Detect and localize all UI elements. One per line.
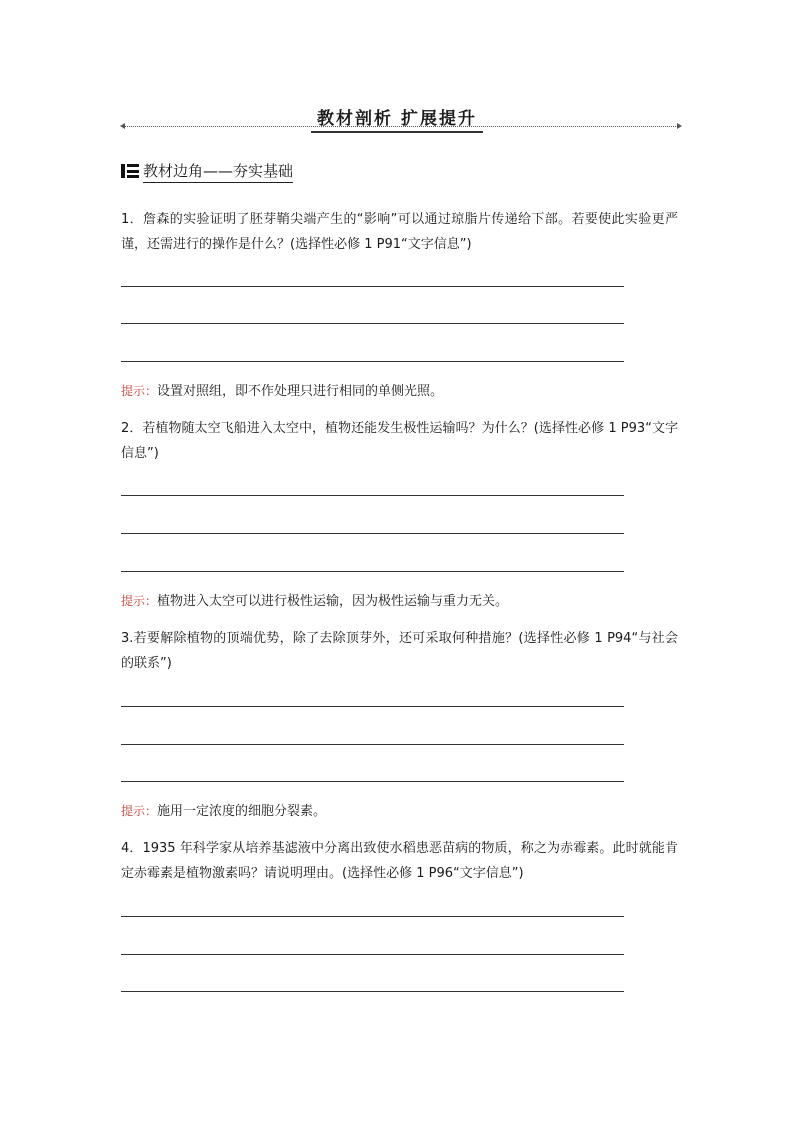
section-title: 教材边角——夯实基础 bbox=[143, 160, 293, 183]
question-2: 2．若植物随太空飞船进入太空中，植物还能发生极性运输吗？为什么？(选择性必修 1 P93“文字信息”) bbox=[121, 421, 678, 461]
answer-line[interactable] bbox=[121, 916, 624, 917]
answer-line[interactable] bbox=[121, 495, 624, 496]
answer-line[interactable] bbox=[121, 991, 624, 992]
answer-line[interactable] bbox=[121, 533, 624, 534]
answer-line[interactable] bbox=[121, 323, 624, 324]
answer-line[interactable] bbox=[121, 954, 624, 955]
answer-line[interactable] bbox=[121, 781, 624, 782]
hint-label: 提示： bbox=[121, 804, 158, 818]
answer-line[interactable] bbox=[121, 571, 624, 572]
rule-left-arrow-icon bbox=[120, 123, 125, 129]
hint-3 bbox=[121, 801, 678, 822]
hint-1 bbox=[121, 381, 678, 402]
answer-line[interactable] bbox=[121, 361, 624, 362]
hint-text: 植物进入太空可以进行极性运输，因为极性运输与重力无关。 bbox=[157, 594, 509, 609]
section-list-icon bbox=[121, 164, 139, 178]
hint-label: 提示： bbox=[121, 384, 158, 398]
answer-line[interactable] bbox=[121, 706, 624, 707]
section-heading bbox=[121, 161, 293, 181]
hint-text: 设置对照组，即不作处理只进行相同的单侧光照。 bbox=[157, 384, 444, 399]
question-4: 4．1935 年科学家从培养基滤液中分离出致使水稻患恶苗病的物质，称之为赤霉素。此时就能肯定赤霉素是植物激素吗？请说明理由。(选择性必修 1 P96“文字信息”) bbox=[121, 841, 678, 881]
answer-line[interactable] bbox=[121, 744, 624, 745]
answer-line[interactable] bbox=[121, 286, 624, 287]
question-3: 3.若要解除植物的顶端优势，除了去除顶芽外，还可采取何种措施？(选择性必修 1 P94“与社会的联系”) bbox=[121, 631, 678, 671]
header-title-text: 教材剖析 扩展提升 bbox=[311, 104, 483, 133]
question-1: 1．詹森的实验证明了胚芽鞘尖端产生的“影响”可以通过琼脂片传递给下部。若要使此实验更严谨，还需进行的操作是什么？(选择性必修 1 P91“文字信息”) bbox=[121, 212, 678, 252]
hint-label: 提示： bbox=[121, 594, 158, 608]
hint-2 bbox=[121, 591, 678, 612]
rule-right-arrow-icon bbox=[677, 123, 682, 129]
hint-text: 施用一定浓度的细胞分裂素。 bbox=[157, 804, 327, 819]
header-rule bbox=[122, 126, 680, 127]
